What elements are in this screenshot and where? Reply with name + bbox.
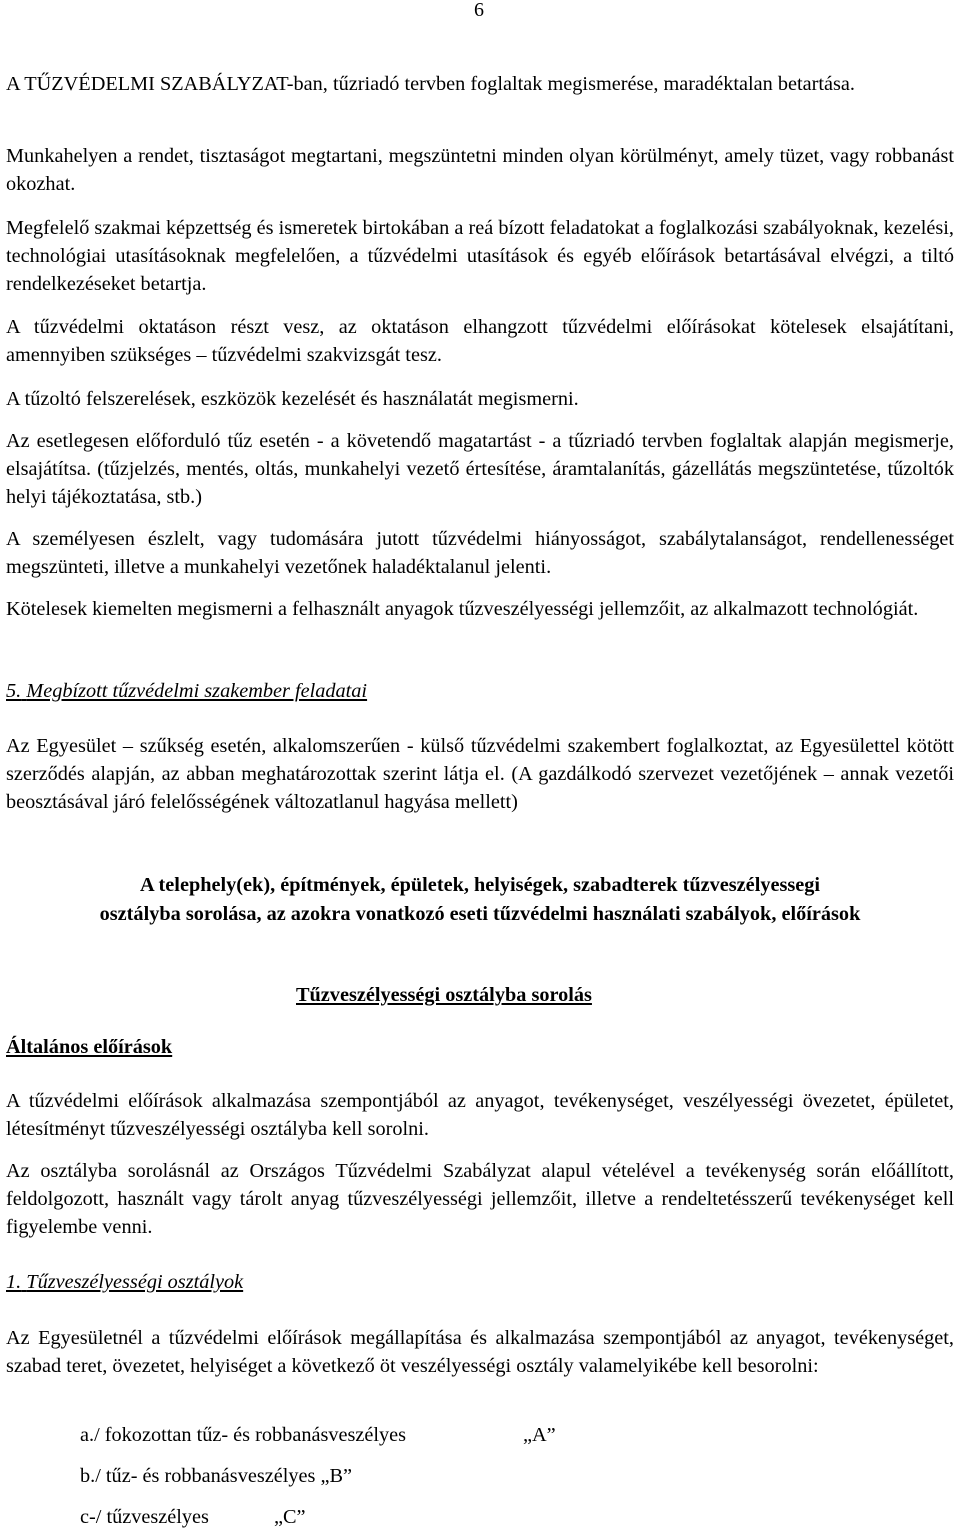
paragraph-tuz-eseten: Az esetlegesen előforduló tűz esetén - a követendő magatartást - a tűzriadó tervben foglaltak alapján megismerje, elsajátítsa. (tűzjelzés, mentés, oltás, munkahelyi vezető értesítése, áramtalanítás, gázellátás megszüntetése, tűzoltók helyi tájékoztatása, stb.) <box>6 430 954 508</box>
paragraph-oktatas: A tűzvédelmi oktatáson részt vesz, az oktatáson elhangzott tűzvédelmi előírásokat kötelesek elsajátítani, amennyiben szükséges – tűzvédelmi szakvizsgát tesz. <box>6 316 954 366</box>
section1-title: Tűzveszélyességi osztályok <box>26 1271 244 1293</box>
class-label-b: b./ tűz- és robbanásveszélyes <box>80 1465 316 1487</box>
section5-number: 5. <box>6 680 22 702</box>
section5-title: Megbízott tűzvédelmi szakember feladatai <box>26 680 368 702</box>
main-title-line1: A telephely(ek), építmények, épületek, helyiségek, szabadterek tűzveszélyessegi <box>139 874 821 896</box>
paragraph-szakmai-kepzettseg: Megfelelő szakmai képzettség és ismeretek birtokában a reá bízott feladatokat a foglalkozási szabályoknak, kezelési, technológiai utasításoknak megfelelően, a tűzvédelmi utasítások és egyéb előírások betartásával elvégzi, a tiltó rendelkezéseket betartja. <box>6 217 954 295</box>
paragraph-tuzolto-felszereles: A tűzoltó felszerelések, eszközök kezelését és használatát megismerni. <box>6 388 579 410</box>
paragraph-munkahely-rend: Munkahelyen a rendet, tisztaságot megtartani, megszüntetni minden olyan körülményt, amely tüzet, vagy robbanást okozhat. <box>6 145 954 195</box>
subtitle-altalanos: Általános előírások <box>6 1036 173 1058</box>
class-letter-a: „A” <box>523 1424 556 1446</box>
general-paragraph-2: Az osztályba sorolásnál az Országos Tűzvédelmi Szabályzat alapul vételével a tevékenység során előállított, feldolgozott, használt vagy tárolt anyag tűzveszélyességi jellemzőit, illetve a rendeltetésszerű tevékenységet kell figyelembe venni. <box>6 1160 954 1238</box>
subtitle-tuzveszelyessegi: Tűzveszélyességi osztályba sorolás <box>296 984 592 1006</box>
class-item-a: a./ fokozottan tűz- és robbanásveszélyes <box>80 1424 407 1446</box>
paragraph-hianyossag: A személyesen észlelt, vagy tudomására jutott tűzvédelmi hiányosságot, szabálytalanságot, rendellenességet megszünteti, illetve a munkahelyi vezetőnek haladéktalanul jelenti. <box>6 528 954 578</box>
section1-number: 1. <box>6 1271 22 1293</box>
paragraph-anyagok: Kötelesek kiemelten megismerni a felhasznált anyagok tűzveszélyességi jellemzőit, az alkalmazott technológiát. <box>6 598 919 620</box>
paragraph-szabalyzat: A TŰZVÉDELMI SZABÁLYZAT-ban, tűzriadó tervben foglaltak megismerése, maradéktalan betartása. <box>6 73 855 95</box>
class-item-c: c-/ tűzveszélyes <box>80 1506 209 1528</box>
class-item-b <box>80 1462 352 1490</box>
main-title-line2: osztályba sorolása, az azokra vonatkozó eseti tűzvédelmi használati szabályok, előírások <box>99 903 861 925</box>
section5-paragraph: Az Egyesület – szűkség esetén, alkalomszerűen - külső tűzvédelmi szakembert foglalkoztat, az Egyesülettel kötött szerződés alapján, az abban meghatározottak szerint látja el. (A gazdálkodó szervezet vezetőjének – annak vezetői beosztásával járó felelősségének változatlanul hagyása mellett) <box>6 735 954 813</box>
section1-paragraph: Az Egyesületnél a tűzvédelmi előírások megállapítása és alkalmazása szempontjából az anyagot, tevékenységet, szabad teret, övezetet, helyiséget a következő öt veszélyességi osztály valamelyikébe kell besorolni: <box>6 1327 954 1377</box>
section5-heading <box>6 677 367 705</box>
class-letter-c: „C” <box>274 1506 306 1528</box>
class-letter-b: „B” <box>320 1465 353 1487</box>
page-number: 6 <box>474 0 484 21</box>
section1-heading <box>6 1268 243 1296</box>
general-paragraph-1: A tűzvédelmi előírások alkalmazása szempontjából az anyagot, tevékenységet, veszélyességi övezetet, épületet, létesítményt tűzveszélyességi osztályba kell sorolni. <box>6 1090 954 1140</box>
